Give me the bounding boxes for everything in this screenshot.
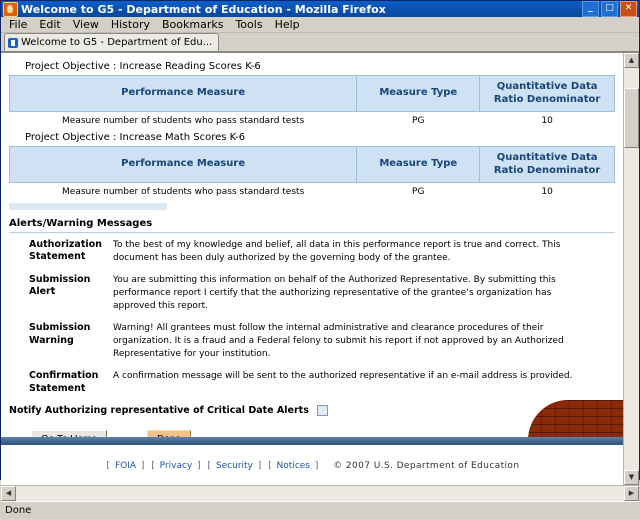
bracket-close: ] bbox=[257, 461, 262, 472]
footer-links bbox=[1, 461, 623, 471]
header-ratio-line1: Quantitative Data bbox=[496, 81, 598, 92]
alert-authorization-statement bbox=[9, 239, 615, 265]
alert-label bbox=[9, 239, 113, 265]
menu-file[interactable]: File bbox=[9, 18, 28, 31]
alert-label bbox=[9, 370, 113, 395]
alert-label-line1: Confirmation bbox=[29, 370, 99, 382]
tab-welcome-to-g5[interactable] bbox=[4, 33, 219, 51]
horizontal-scrollbar[interactable] bbox=[1, 485, 639, 501]
footer-copyright: © 2007 U.S. Department of Education bbox=[333, 461, 520, 472]
alert-confirmation-statement bbox=[9, 370, 615, 395]
table-row bbox=[10, 183, 615, 202]
alert-text: To the best of my knowledge and belief, all data in this performance report is true and correct. This document has been duly authorized by the governing body of the grantee. bbox=[113, 240, 561, 264]
menu-view[interactable]: View bbox=[72, 18, 99, 31]
notify-label: Notify Authorizing representative of Critical Date Alerts bbox=[9, 405, 309, 417]
cell-measure: Measure number of students who pass standard tests bbox=[62, 187, 305, 197]
alert-label-line2: Warning bbox=[29, 334, 74, 346]
header-quantitative-data-ratio-denominator bbox=[480, 76, 615, 112]
cell-ratio-denominator: 10 bbox=[541, 187, 553, 197]
horizontal-scroll-track[interactable] bbox=[16, 486, 624, 501]
cell-measure: Measure number of students who pass standard tests bbox=[62, 116, 305, 126]
project-objective-2-label: Project Objective : Increase Math Scores K-6 bbox=[25, 132, 246, 143]
bracket-open: [ bbox=[268, 461, 272, 472]
close-button[interactable]: ✕ bbox=[620, 1, 637, 17]
cell-measure-type: PG bbox=[412, 116, 425, 126]
status-bar bbox=[1, 501, 639, 519]
bracket-open: [ bbox=[207, 461, 212, 472]
footer-link-privacy[interactable]: Privacy bbox=[159, 461, 193, 472]
menu-history[interactable]: History bbox=[110, 18, 150, 31]
alert-text: A confirmation message will be sent to the authorized representative if an e-mail address is provided. bbox=[113, 371, 573, 382]
table-header-row bbox=[10, 76, 615, 112]
vertical-scroll-thumb[interactable] bbox=[624, 88, 639, 148]
status-text: Done bbox=[5, 505, 32, 517]
bracket-close: ] bbox=[197, 461, 201, 472]
brick-decoration-image bbox=[528, 400, 623, 440]
globe-icon bbox=[8, 38, 18, 48]
tab-strip bbox=[1, 33, 639, 52]
footer-link-foia[interactable]: FOIA bbox=[114, 461, 137, 472]
footer-link-security[interactable]: Security bbox=[215, 461, 253, 472]
tab-label: Welcome to G5 - Department of Edu... bbox=[21, 37, 213, 48]
performance-table-2 bbox=[9, 146, 615, 201]
alert-label-line2: Statement bbox=[29, 251, 86, 263]
menu-tools[interactable]: Tools bbox=[235, 18, 263, 31]
header-performance-measure: Performance Measure bbox=[10, 147, 357, 183]
vertical-scroll-track[interactable] bbox=[624, 68, 639, 470]
performance-table-1 bbox=[9, 75, 615, 130]
table-bottom-rule bbox=[9, 203, 167, 210]
header-measure-type: Measure Type bbox=[357, 147, 480, 183]
table-row bbox=[10, 112, 615, 131]
alert-submission-warning bbox=[9, 322, 615, 361]
window-controls bbox=[582, 1, 637, 17]
alert-label-line1: Submission Alert bbox=[29, 274, 91, 298]
menu-edit[interactable]: Edit bbox=[39, 18, 61, 31]
menu-bookmarks[interactable]: Bookmarks bbox=[161, 18, 224, 31]
alert-label-line1: Submission bbox=[29, 322, 91, 334]
content-area bbox=[1, 52, 639, 485]
alert-text: You are submitting this information on behalf of the Authorized Representative. By submitting this performance report I certify that the authorizing representative of the grantee‘s organization has approved this report. bbox=[113, 275, 556, 312]
header-ratio-line2: Ratio Denominator bbox=[493, 93, 601, 105]
alert-label-line2: Statement bbox=[29, 382, 86, 394]
alerts-section-title: Alerts/Warning Messages bbox=[9, 218, 153, 229]
cell-ratio-denominator: 10 bbox=[541, 116, 553, 126]
bracket-close: ] bbox=[140, 461, 145, 472]
header-performance-measure: Performance Measure bbox=[10, 76, 357, 112]
minimize-button[interactable]: _ bbox=[582, 1, 599, 17]
alerts-section-divider bbox=[9, 232, 615, 233]
cell-measure-type: PG bbox=[412, 187, 425, 197]
header-measure-type: Measure Type bbox=[357, 76, 480, 112]
web-page bbox=[1, 53, 623, 485]
maximize-button[interactable]: □ bbox=[601, 1, 618, 17]
alert-label-line1: Authorization bbox=[29, 239, 102, 250]
vertical-scrollbar[interactable] bbox=[623, 53, 639, 485]
scroll-right-button[interactable]: ▶ bbox=[624, 486, 639, 501]
footer-blue-band bbox=[1, 437, 623, 445]
firefox-icon bbox=[3, 2, 18, 17]
bracket-open: [ bbox=[151, 461, 155, 472]
menu-bar bbox=[1, 17, 639, 33]
table-header-row bbox=[10, 147, 615, 183]
alert-submission-alert bbox=[9, 274, 615, 313]
page-footer bbox=[1, 397, 623, 485]
alert-label bbox=[9, 322, 113, 361]
project-objective-1-label: Project Objective : Increase Reading Scores K-6 bbox=[25, 61, 261, 72]
scroll-up-button[interactable]: ▲ bbox=[624, 53, 639, 68]
bracket-close: ] bbox=[314, 461, 319, 472]
header-quantitative-data-ratio-denominator bbox=[480, 147, 615, 183]
bracket-open: [ bbox=[106, 461, 111, 472]
header-ratio-line1: Quantitative Data bbox=[496, 152, 598, 163]
title-bar bbox=[1, 1, 639, 17]
scroll-left-button[interactable]: ◀ bbox=[1, 486, 16, 501]
window-title: Welcome to G5 - Department of Education - Mozilla Firefox bbox=[21, 2, 386, 16]
footer-link-notices[interactable]: Notices bbox=[276, 461, 310, 472]
scroll-down-button[interactable]: ▼ bbox=[624, 470, 639, 485]
alert-text: Warning! All grantees must follow the internal administrative and clearance procedures of their organization. It is a fraud and a Federal felony to submit his report if not approved by an Authorized Representative for your institution. bbox=[113, 323, 564, 360]
header-ratio-line2: Ratio Denominator bbox=[493, 164, 601, 176]
alert-label bbox=[9, 274, 113, 313]
menu-help[interactable]: Help bbox=[274, 18, 300, 31]
